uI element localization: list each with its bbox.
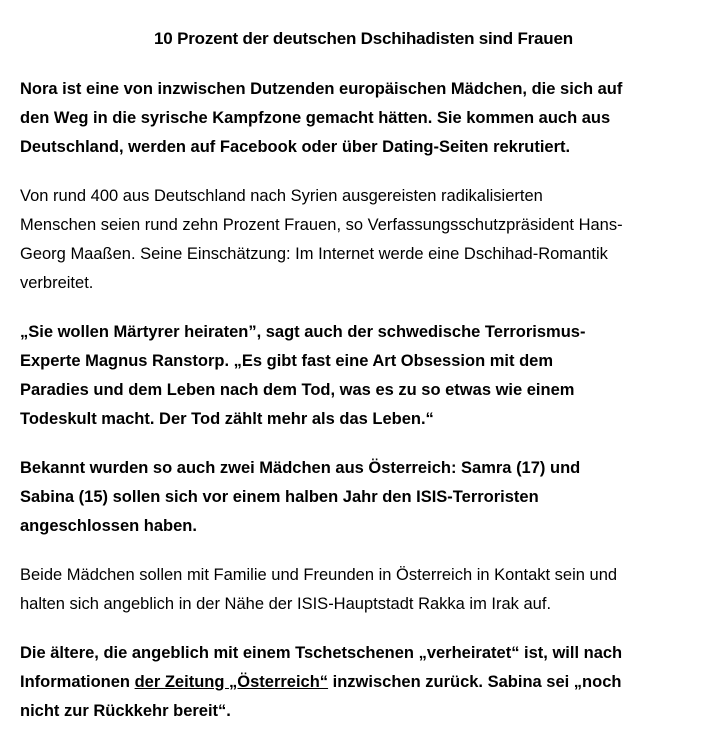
zeitung-oesterreich-link[interactable]: der Zeitung „Österreich“: [134, 673, 329, 691]
paragraph-expert-quote: [20, 318, 707, 434]
paragraph-contact: [20, 561, 707, 619]
paragraph-lead: [20, 75, 707, 162]
text-line: Todeskult macht. Der Tod zählt mehr als das Leben.“: [20, 410, 434, 428]
text-line: Die ältere, die angeblich mit einem Tschetschenen „verheiratet“ ist, will nach: [20, 644, 623, 662]
text-line: Sabina (15) sollen sich vor einem halben Jahr den ISIS-Terroristen: [20, 488, 539, 506]
paragraph-return: [20, 639, 707, 726]
text-segment: inzwischen zurück. Sabina sei „noch: [328, 673, 622, 691]
text-segment: Informationen: [20, 673, 135, 691]
text-line: nicht zur Rückkehr bereit“.: [20, 702, 231, 720]
text-line: Paradies und dem Leben nach dem Tod, was es zu so etwas wie einem: [20, 381, 575, 399]
text-line: halten sich angeblich in der Nähe der ISIS-Hauptstadt Rakka im Irak auf.: [20, 595, 552, 613]
paragraph-austria-girls: [20, 454, 707, 541]
text-line: Bekannt wurden so auch zwei Mädchen aus Österreich: Samra (17) und: [20, 459, 581, 477]
text-line: den Weg in die syrische Kampfzone gemacht hätten. Sie kommen auch aus: [20, 109, 611, 127]
text-line: Experte Magnus Ranstorp. „Es gibt fast eine Art Obsession mit dem: [20, 352, 553, 370]
text-line: Nora ist eine von inzwischen Dutzenden europäischen Mädchen, die sich auf: [20, 80, 623, 98]
text-line: angeschlossen haben.: [20, 517, 197, 535]
text-line: Von rund 400 aus Deutschland nach Syrien ausgereisten radikalisierten: [20, 187, 543, 205]
article-title: 10 Prozent der deutschen Dschihadisten sind Frauen: [154, 29, 573, 48]
paragraph-statistics: [20, 182, 707, 298]
text-line: [20, 668, 707, 697]
text-line: „Sie wollen Märtyrer heiraten”, sagt auch der schwedische Terrorismus-: [20, 323, 586, 341]
text-line: Menschen seien rund zehn Prozent Frauen, so Verfassungsschutzpräsident Hans-: [20, 216, 623, 234]
text-line: Beide Mädchen sollen mit Familie und Freunden in Österreich in Kontakt sein und: [20, 566, 618, 584]
text-line: Deutschland, werden auf Facebook oder über Dating-Seiten rekrutiert.: [20, 138, 571, 156]
text-line: verbreitet.: [20, 274, 94, 292]
text-line: Georg Maaßen. Seine Einschätzung: Im Internet werde eine Dschihad-Romantik: [20, 245, 608, 263]
